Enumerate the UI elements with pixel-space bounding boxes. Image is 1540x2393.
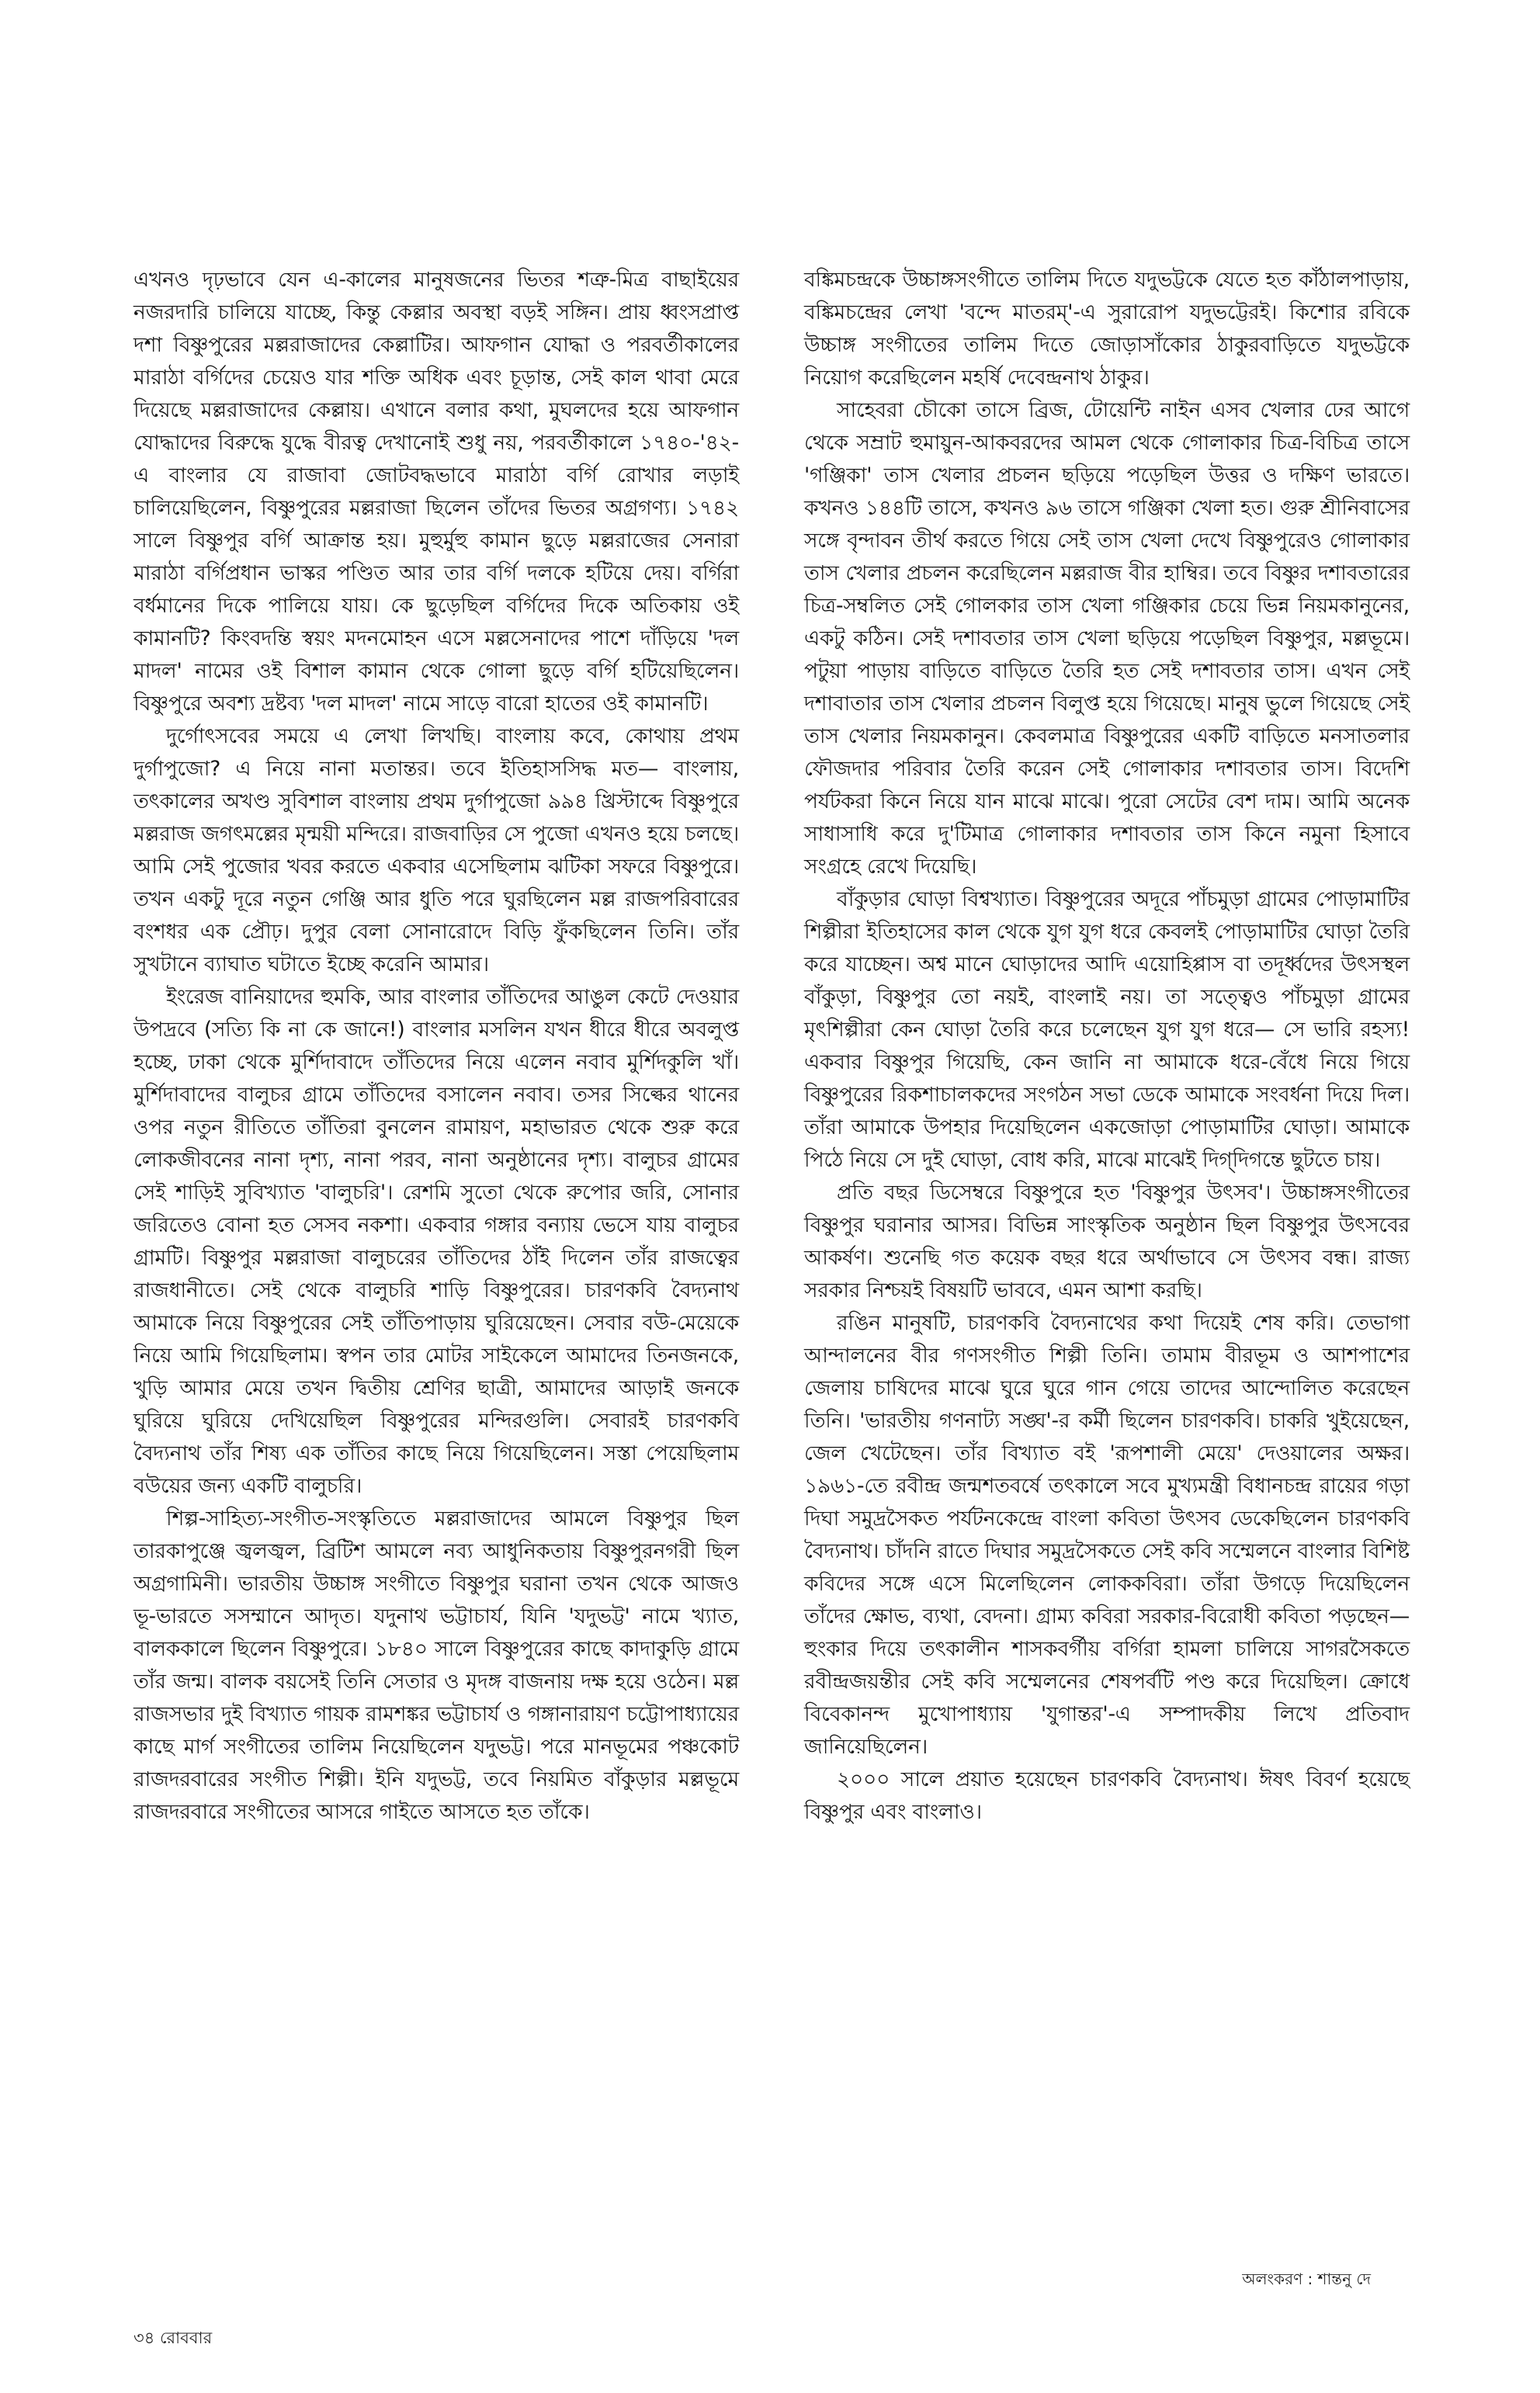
article-paragraph: রঙিন মানুষটি, চারণকবি বৈদ্যনাথের কথা দিয়েই শেষ করি। তেভাগা আন্দালনের বীর গণসংগীত শিল্পী তিনি। তামাম বীরভূম ও আশপাশের জেলায় চাষিদের মাঝে ঘুরে ঘুরে গান গেয়ে তাদের আন্দোলিত করেছেন তিনি। 'ভারতীয় গণনাট্য সঙ্ঘ'-র কর্মী ছিলেন চারণকবি। চাকরি খুইয়েছেন, জেল খেটেছেন। তাঁর বিখ্যাত বই 'রূপশালী মেয়ে' দেওয়ালের অক্ষর। ১৯৬১-তে রবীন্দ্র জন্মশতবর্ষে তৎকালে সবে মুখ্যমন্ত্রী বিধানচন্দ্র রায়ের গড়া দিঘা সমুদ্রসৈকত পর্যটনকেন্দ্রে বাংলা কবিতা উৎসব ডেকেছিলেন চারণকবি বৈদ্যনাথ। চাঁদনি রাতে দিঘার সমুদ্রসৈকতে সেই কবি সম্মেলনে বাংলার বিশিষ্ট কবিদের সঙ্গে এসে মিলেছিলেন লোককবিরা। তাঁরা উগড়ে দিয়েছিলেন তাঁদের ক্ষোভ, ব্যথা, বেদনা। গ্রাম্য কবিরা সরকার-বিরোধী কবিতা পড়ছেন— হুংকার দিয়ে তৎকালীন শাসকবর্গীয় বর্গিরা হামলা চালিয়ে সাগরসৈকতে রবীন্দ্রজয়ন্তীর সেই কবি সম্মেলনের শেষপর্বটি পণ্ড করে দিয়েছিল। ক্রোধে বিবেকানন্দ মুখোপাধ্যায় 'যুগান্তর'-এ সম্পাদকীয় লিখে প্রতিবাদ জানিয়েছিলেন। [804,1311,1410,1759]
article-paragraph: সাহেবরা চৌকো তাসে ব্রিজ, টোয়েন্টি নাইন এসব খেলার ঢের আগে থেকে সম্রাট হুমায়ুন-আকবরদের আমল থেকে গোলাকার চিত্র-বিচিত্র তাসে 'গঞ্জিকা' তাস খেলার প্রচলন ছড়িয়ে পড়েছিল উত্তর ও দক্ষিণ ভারতে। কখনও ১৪৪টি তাসে, কখনও ৯৬ তাসে গঞ্জিকা খেলা হত। গুরু শ্রীনিবাসের সঙ্গে বৃন্দাবন তীর্থ করতে গিয়ে সেই তাস খেলা দেখে বিষ্ণুপুরেও গোলাকার তাস খেলার প্রচলন করেছিলেন মল্লরাজ বীর হাম্বির। তবে বিষ্ণুর দশাবতারের চিত্র-সম্বলিত সেই গোলকার তাস খেলা গঞ্জিকার চেয়ে ভিন্ন নিয়মকানুনের, একটু কঠিন। সেই দশাবতার তাস খেলা ছড়িয়ে পড়েছিল বিষ্ণুপুর, মল্লভূমে। পটুয়া পাড়ায় বাড়িতে বাড়িতে তৈরি হত সেই দশাবতার তাস। এখন সেই দশাবাতার তাস খেলার প্রচলন বিলুপ্ত হয়ে গিয়েছে। মানুষ ভুলে গিয়েছে সেই তাস খেলার নিয়মকানুন। কেবলমাত্র বিষ্ণুপুরের একটি বাড়িতে মনসাতলার ফৌজদার পরিবার তৈরি করেন সেই গোলাকার দশাবতার তাস। বিদেশি পর্যটকরা কিনে নিয়ে যান মাঝে মাঝে। পুরো সেটের বেশ দাম। আমি অনেক সাধাসাধি করে দু'টিমাত্র গোলাকার দশাবতার তাস কিনে নমুনা হিসাবে সংগ্রহে রেখে দিয়েছি। [804,398,1410,879]
article-paragraph: বাঁকুড়ার ঘোড়া বিশ্বখ্যাত। বিষ্ণুপুরের অদূরে পাঁচমুড়া গ্রামের পোড়ামাটির শিল্পীরা ইতিহাসের কাল থেকে যুগ যুগ ধরে কেবলই পোড়ামাটির ঘোড়া তৈরি করে যাচ্ছেন। অশ্ব মানে ঘোড়াদের আদি এয়োহিপ্পাস বা তদূর্ধ্বদের উৎসস্থল বাঁকুড়া, বিষ্ণুপুর তো নয়ই, বাংলাই নয়। তা সত্ত্বেও পাঁচমুড়া গ্রামের মৃৎশিল্পীরা কেন ঘোড়া তৈরি করে চলেছেন যুগ যুগ ধরে— সে ভারি রহস্য! একবার বিষ্ণুপুর গিয়েছি, কেন জানি না আমাকে ধরে-বেঁধে নিয়ে গিয়ে বিষ্ণুপুরের রিকশাচালকদের সংগঠন সভা ডেকে আমাকে সংবর্ধনা দিয়ে দিল। তাঁরা আমাকে উপহার দিয়েছিলেন একজোড়া পোড়ামাটির ঘোড়া। আমাকে পিঠে নিয়ে সে দুই ঘোড়া, বোধ করি, মাঝে মাঝেই দিগ্‌দিগন্তে ছুটতে চায়। [804,887,1410,1172]
article-paragraph: শিল্প-সাহিত্য-সংগীত-সংস্কৃতিতে মল্লরাজাদের আমলে বিষ্ণুপুর ছিল তারকাপুঞ্জে জ্বলজ্বল, ব্রিটিশ আমলে নব্য আধুনিকতায় বিষ্ণুপুরনগরী ছিল অগ্রগামিনী। ভারতীয় উচ্চাঙ্গ সংগীতে বিষ্ণুপুর ঘরানা তখন থেকে আজও ভূ-ভারতে সসম্মানে আদৃত। যদুনাথ ভট্টাচার্য, যিনি 'যদুভট্ট' নামে খ্যাত, বালককালে ছিলেন বিষ্ণুপুরে। ১৮৪০ সালে বিষ্ণুপুরের কাছে কাদাকুড়ি গ্রামে তাঁর জন্ম। বালক বয়সেই তিনি সেতার ও মৃদঙ্গ বাজনায় দক্ষ হয়ে ওঠেন। মল্ল রাজসভার দুই বিখ্যাত গায়ক রামশঙ্কর ভট্টাচার্য ও গঙ্গানারায়ণ চট্টোপাধ্যায়ের কাছে মার্গ সংগীতের তালিম নিয়েছিলেন যদুভট্ট। পরে মানভূমের পঞ্চকোট রাজদরবারের সংগীত শিল্পী। ইনি যদুভট্ট, তবে নিয়মিত বাঁকুড়ার মল্লভূমে রাজদরবারে সংগীতের আসরে গাইতে আসতে হত তাঁকে। [134,1507,739,1824]
article-paragraph: বঙ্কিমচন্দ্রকে উচ্চাঙ্গসংগীতে তালিম দিতে যদুভট্টকে যেতে হত কাঁঠালপাড়ায়, বঙ্কিমচন্দ্রের লেখা 'বন্দে মাতরম্'-এ সুরারোপ যদুভট্টেরই। কিশোর রবিকে উচ্চাঙ্গ সংগীতের তালিম দিতে জোড়াসাঁকোর ঠাকুরবাড়িতে যদুভট্টকে নিয়োগ করেছিলেন মহর্ষি দেবেন্দ্রনাথ ঠাকুর। [804,268,1410,390]
article-paragraph: ইংরেজ বানিয়াদের হুমকি, আর বাংলার তাঁতিদের আঙুল কেটে দেওয়ার উপদ্রবে (সত্যি কি না কে জানে!) বাংলার মসলিন যখন ধীরে ধীরে অবলুপ্ত হচ্ছে, ঢাকা থেকে মুর্শিদাবাদে তাঁতিদের নিয়ে এলেন নবাব মুর্শিদকুলি খাঁ। মুর্শিদাবাদের বালুচর গ্রামে তাঁতিদের বসালেন নবাব। তসর সিল্কের থানের ওপর নতুন রীতিতে তাঁতিরা বুনলেন রামায়ণ, মহাভারত থেকে শুরু করে লোকজীবনের নানা দৃশ্য, নানা পরব, নানা অনুষ্ঠানের দৃশ্য। বালুচর গ্রামের সেই শাড়িই সুবিখ্যাত 'বালুচরি'। রেশমি সুতো থেকে রুপোর জরি, সোনার জরিতেও বোনা হত সেসব নকশা। একবার গঙ্গার বন্যায় ভেসে যায় বালুচর গ্রামটি। বিষ্ণুপুর মল্লরাজা বালুচরের তাঁতিদের ঠাঁই দিলেন তাঁর রাজত্বের রাজধানীতে। সেই থেকে বালুচরি শাড়ি বিষ্ণুপুরের। চারণকবি বৈদ্যনাথ আমাকে নিয়ে বিষ্ণুপুরের সেই তাঁতিপাড়ায় ঘুরিয়েছেন। সেবার বউ-মেয়েকে নিয়ে আমি গিয়েছিলাম। স্বপন তার মোটর সাইকেলে আমাদের তিনজনকে, খুড়ি আমার মেয়ে তখন দ্বিতীয় শ্রেণির ছাত্রী, আমাদের আড়াই জনকে ঘুরিয়ে ঘুরিয়ে দেখিয়েছিল বিষ্ণুপুরের মন্দিরগুলি। সেবারই চারণকবি বৈদ্যনাথ তাঁর শিষ্য এক তাঁতির কাছে নিয়ে গিয়েছিলেন। সস্তা পেয়েছিলাম বউয়ের জন্য একটি বালুচরি। [134,985,739,1498]
article-paragraph: ২০০০ সালে প্রয়াত হয়েছেন চারণকবি বৈদ্যনাথ। ঈষৎ বিবর্ণ হয়েছে বিষ্ণুপুর এবং বাংলাও। [804,1767,1410,1824]
article-column-left [134,264,739,1829]
page-footer: ৩৪ রোববার [134,2329,213,2347]
article-column-right [804,264,1410,1829]
article-paragraph: এখনও দৃঢ়ভাবে যেন এ-কালের মানুষজনের ভিতর শত্রু-মিত্র বাছাইয়ের নজরদারি চালিয়ে যাচ্ছে, কিন্তু কেল্লার অবস্থা বড়ই সঙ্গিন। প্রায় ধ্বংসপ্রাপ্ত দশা বিষ্ণুপুরের মল্লরাজাদের কেল্লাটির। আফগান যোদ্ধা ও পরবর্তীকালের মারাঠা বর্গিদের চেয়েও যার শক্তি অধিক এবং চূড়ান্ত, সেই কাল থাবা মেরে দিয়েছে মল্লরাজাদের কেল্লায়। এখানে বলার কথা, মুঘলদের হয়ে আফগান যোদ্ধাদের বিরুদ্ধে যুদ্ধে বীরত্ব দেখানোই শুধু নয়, পরবর্তীকালে ১৭৪০-'৪২-এ বাংলার যে রাজাবা জোটবদ্ধভাবে মারাঠা বর্গি রোখার লড়াই চালিয়েছিলেন, বিষ্ণুপুরের মল্লরাজা ছিলেন তাঁদের ভিতর অগ্রগণ্য। ১৭৪২ সালে বিষ্ণুপুর বর্গি আক্রান্ত হয়। মুহুর্মুহু কামান ছুড়ে মল্লরাজের সেনারা মারাঠা বর্গিপ্রধান ভাস্কর পণ্ডিত আর তার বর্গি দলকে হটিয়ে দেয়। বর্গিরা বর্ধমানের দিকে পালিয়ে যায়। কে ছুড়েছিল বর্গিদের দিকে অতিকায় ওই কামানটি? কিংবদন্তি স্বয়ং মদনমোহন এসে মল্লসেনাদের পাশে দাঁড়িয়ে 'দল মাদল' নামের ওই বিশাল কামান থেকে গোলা ছুড়ে বর্গি হটিয়েছিলেন। বিষ্ণুপুরে অবশ্য দ্রষ্টব্য 'দল মাদল' নামে সাড়ে বারো হাতের ওই কামানটি। [134,268,739,716]
illustration-credit: অলংকরণ : শান্তনু দে [1242,2270,1371,2288]
article-paragraph: দুর্গোৎসবের সময়ে এ লেখা লিখছি। বাংলায় কবে, কোথায় প্রথম দুর্গাপুজো? এ নিয়ে নানা মতান্তর। তবে ইতিহাসসিদ্ধ মত— বাংলায়, তৎকালের অখণ্ড সুবিশাল বাংলায় প্রথম দুর্গাপুজো ৯৯৪ খ্রিস্টাব্দে বিষ্ণুপুরে মল্লরাজ জগৎমল্লের মৃন্ময়ী মন্দিরে। রাজবাড়ির সে পুজো এখনও হয়ে চলছে। আমি সেই পুজোর খবর করতে একবার এসেছিলাম ঝটিকা সফরে বিষ্ণুপুরে। তখন একটু দূরে নতুন গেঞ্জি আর ধুতি পরে ঘুরছিলেন মল্ল রাজপরিবারের বংশধর এক প্রৌঢ়। দুপুর বেলা সোনারোদে বিড়ি ফুঁকছিলেন তিনি। তাঁর সুখটানে ব্যাঘাত ঘটাতে ইচ্ছে করেনি আমার। [134,724,739,976]
article-paragraph: প্রতি বছর ডিসেম্বরে বিষ্ণুপুরে হত 'বিষ্ণুপুর উৎসব'। উচ্চাঙ্গসংগীতের বিষ্ণুপুর ঘরানার আসর। বিভিন্ন সাংস্কৃতিক অনুষ্ঠান ছিল বিষ্ণুপুর উৎসবের আকর্ষণ। শুনেছি গত কয়েক বছর ধরে অর্থাভাবে সে উৎসব বন্ধ। রাজ্য সরকার নিশ্চয়ই বিষয়টি ভাববে, এমন আশা করছি। [804,1181,1410,1302]
